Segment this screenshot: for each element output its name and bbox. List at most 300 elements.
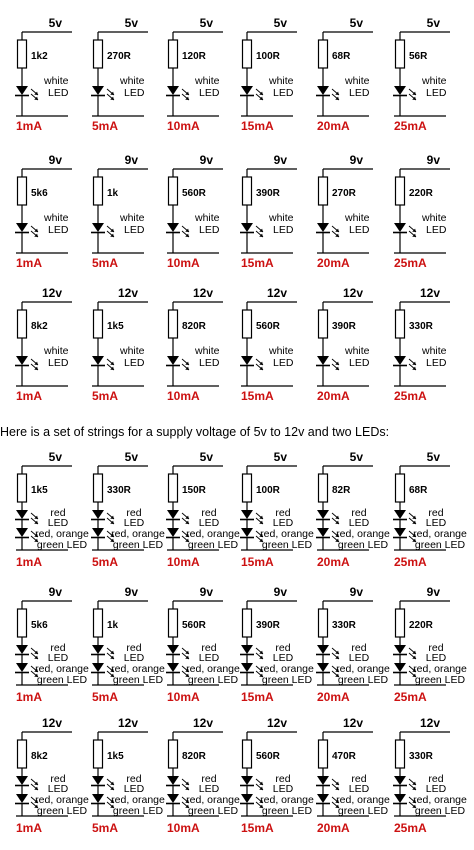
current-label: 15mA	[241, 690, 274, 704]
led-string	[240, 716, 314, 835]
resistor-value: 150R	[182, 485, 206, 496]
current-label: 1mA	[16, 690, 43, 704]
led-label: white	[195, 345, 220, 357]
led-symbol	[16, 223, 28, 232]
led-label: LED	[198, 652, 220, 664]
supply-voltage: 5v	[199, 450, 213, 464]
resistor-value: 330R	[332, 620, 356, 631]
led-string	[166, 16, 223, 133]
led-symbol	[317, 776, 329, 785]
resistor	[18, 609, 27, 637]
resistor	[169, 609, 178, 637]
led-symbol	[317, 356, 329, 365]
resistor-value: 470R	[332, 751, 356, 762]
current-label: 5mA	[92, 555, 119, 569]
resistor-value: 8k2	[31, 751, 48, 762]
led-symbol	[167, 86, 179, 95]
led-label: red	[201, 642, 217, 654]
led-symbol	[167, 528, 179, 537]
resistor-value: 1k5	[107, 751, 124, 762]
resistor	[396, 40, 405, 68]
led-label: green LED	[187, 539, 239, 551]
led-label: red, orange	[260, 794, 314, 806]
led-symbol	[241, 223, 253, 232]
resistor-value: 5k6	[31, 188, 48, 199]
led-label: LED	[123, 652, 145, 664]
led-label: LED	[425, 517, 447, 529]
supply-voltage: 12v	[342, 286, 363, 300]
resistor-value: 100R	[256, 51, 280, 62]
led-label: white	[120, 345, 145, 357]
supply-voltage: 5v	[273, 16, 287, 30]
resistor	[243, 474, 252, 502]
current-label: 25mA	[394, 389, 427, 403]
led-label: red, orange	[186, 663, 240, 675]
led-label: green LED	[414, 674, 466, 686]
led-symbol	[92, 663, 104, 672]
resistor	[396, 609, 405, 637]
led-label: red	[428, 507, 444, 519]
led-label: green LED	[261, 674, 313, 686]
resistor	[319, 40, 328, 68]
led-string	[91, 585, 165, 704]
led-symbol	[394, 776, 406, 785]
led-string	[316, 16, 373, 133]
led-label: green LED	[187, 805, 239, 817]
resistor	[169, 474, 178, 502]
current-label: 15mA	[241, 256, 274, 270]
led-label: green LED	[414, 805, 466, 817]
led-string	[240, 450, 314, 569]
current-label: 20mA	[317, 389, 350, 403]
resistor-value: 5k6	[31, 620, 48, 631]
resistor-value: 330R	[409, 751, 433, 762]
led-label: green LED	[337, 674, 389, 686]
resistor	[396, 177, 405, 205]
supply-voltage: 12v	[342, 716, 363, 730]
led-label: LED	[198, 517, 220, 529]
led-label: red	[201, 507, 217, 519]
led-symbol	[241, 645, 253, 654]
led-label: white	[44, 75, 69, 87]
resistor	[243, 177, 252, 205]
resistor-value: 390R	[256, 188, 280, 199]
resistor	[319, 474, 328, 502]
led-label: red, orange	[336, 528, 390, 540]
supply-voltage: 5v	[48, 450, 62, 464]
led-string	[15, 16, 72, 133]
led-string	[15, 585, 89, 704]
led-label: green LED	[112, 539, 164, 551]
led-string	[393, 16, 450, 133]
led-symbol	[241, 356, 253, 365]
led-string	[91, 16, 148, 133]
current-label: 1mA	[16, 821, 43, 835]
supply-voltage: 12v	[419, 286, 440, 300]
led-label: red, orange	[186, 794, 240, 806]
led-symbol	[92, 776, 104, 785]
led-label: red, orange	[413, 663, 467, 675]
current-label: 10mA	[167, 256, 200, 270]
resistor	[396, 740, 405, 768]
current-label: 15mA	[241, 119, 274, 133]
resistor-value: 390R	[256, 620, 280, 631]
led-label: LED	[199, 224, 220, 236]
supply-voltage: 5v	[199, 16, 213, 30]
led-label: white	[44, 212, 69, 224]
led-label: red, orange	[35, 794, 89, 806]
resistor	[396, 474, 405, 502]
supply-voltage: 12v	[192, 716, 213, 730]
led-label: LED	[349, 87, 370, 99]
supply-voltage: 12v	[117, 716, 138, 730]
led-symbol	[317, 510, 329, 519]
supply-voltage: 12v	[419, 716, 440, 730]
current-label: 25mA	[394, 555, 427, 569]
supply-voltage: 5v	[426, 16, 440, 30]
led-label: white	[422, 212, 447, 224]
led-string	[166, 153, 223, 270]
led-string	[393, 286, 450, 403]
resistor-value: 1k	[107, 188, 119, 199]
led-string	[15, 716, 89, 835]
supply-voltage: 9v	[48, 585, 62, 599]
led-symbol	[16, 528, 28, 537]
led-symbol	[92, 86, 104, 95]
led-label: green LED	[112, 674, 164, 686]
resistor	[18, 40, 27, 68]
resistor-value: 560R	[182, 188, 206, 199]
led-symbol	[16, 663, 28, 672]
led-symbol	[167, 776, 179, 785]
led-label: green LED	[337, 805, 389, 817]
resistor-value: 1k	[107, 620, 119, 631]
resistor	[169, 310, 178, 338]
resistor-value: 220R	[409, 188, 433, 199]
supply-voltage: 12v	[192, 286, 213, 300]
led-string	[393, 716, 467, 835]
current-label: 10mA	[167, 555, 200, 569]
led-label: LED	[348, 652, 370, 664]
led-symbol	[16, 356, 28, 365]
led-label: LED	[124, 87, 145, 99]
led-symbol	[317, 86, 329, 95]
led-label: white	[269, 345, 294, 357]
supply-voltage: 9v	[199, 585, 213, 599]
led-label: red, orange	[35, 663, 89, 675]
resistor-value: 68R	[409, 485, 428, 496]
led-label: red, orange	[111, 794, 165, 806]
led-symbol	[16, 645, 28, 654]
led-symbol	[317, 528, 329, 537]
led-symbol	[92, 510, 104, 519]
resistor	[319, 740, 328, 768]
resistor-value: 100R	[256, 485, 280, 496]
resistor-value: 120R	[182, 51, 206, 62]
led-label: red, orange	[336, 794, 390, 806]
led-label: LED	[272, 652, 294, 664]
resistor-value: 8k2	[31, 321, 48, 332]
led-label: white	[345, 212, 370, 224]
resistor	[243, 740, 252, 768]
led-symbol	[167, 510, 179, 519]
led-label: green LED	[36, 805, 88, 817]
led-label: red, orange	[336, 663, 390, 675]
led-label: white	[269, 212, 294, 224]
resistor	[94, 177, 103, 205]
resistor	[18, 474, 27, 502]
supply-voltage: 9v	[273, 153, 287, 167]
current-label: 20mA	[317, 256, 350, 270]
resistor-value: 330R	[409, 321, 433, 332]
led-string	[15, 286, 72, 403]
resistor	[169, 740, 178, 768]
led-label: white	[422, 75, 447, 87]
led-label: LED	[47, 652, 69, 664]
supply-voltage: 5v	[426, 450, 440, 464]
led-string	[240, 16, 297, 133]
led-string	[91, 716, 165, 835]
led-symbol	[394, 663, 406, 672]
led-label: green LED	[36, 674, 88, 686]
led-symbol	[394, 223, 406, 232]
led-label: red	[275, 773, 291, 785]
led-symbol	[241, 663, 253, 672]
resistor	[94, 40, 103, 68]
led-string	[91, 286, 148, 403]
current-label: 1mA	[16, 256, 43, 270]
resistor-value: 560R	[256, 321, 280, 332]
led-label: red	[428, 642, 444, 654]
resistor	[319, 609, 328, 637]
led-label: LED	[425, 783, 447, 795]
current-label: 25mA	[394, 821, 427, 835]
led-label: green LED	[187, 674, 239, 686]
led-label: green LED	[112, 805, 164, 817]
resistor-value: 1k2	[31, 51, 48, 62]
led-string	[15, 450, 89, 569]
current-label: 5mA	[92, 389, 119, 403]
led-label: red	[351, 773, 367, 785]
led-label: red	[275, 507, 291, 519]
led-label: LED	[272, 783, 294, 795]
current-label: 25mA	[394, 690, 427, 704]
resistor-value: 1k5	[107, 321, 124, 332]
led-symbol	[167, 794, 179, 803]
led-symbol	[394, 794, 406, 803]
led-string	[166, 585, 240, 704]
led-symbol	[167, 356, 179, 365]
supply-voltage: 5v	[124, 16, 138, 30]
led-label: red, orange	[413, 794, 467, 806]
led-string	[316, 585, 390, 704]
led-string	[393, 585, 467, 704]
resistor	[243, 609, 252, 637]
current-label: 20mA	[317, 690, 350, 704]
current-label: 1mA	[16, 555, 43, 569]
led-label: LED	[349, 357, 370, 369]
led-symbol	[92, 645, 104, 654]
current-label: 10mA	[167, 821, 200, 835]
led-string	[91, 450, 165, 569]
resistor	[319, 177, 328, 205]
led-string	[166, 716, 240, 835]
led-symbol	[167, 645, 179, 654]
led-label: LED	[48, 87, 69, 99]
led-string	[91, 153, 148, 270]
supply-voltage: 12v	[41, 286, 62, 300]
led-label: red	[126, 507, 142, 519]
resistor	[18, 177, 27, 205]
led-symbol	[92, 794, 104, 803]
led-label: green LED	[414, 539, 466, 551]
led-label: LED	[273, 357, 294, 369]
led-symbol	[394, 528, 406, 537]
resistor	[94, 609, 103, 637]
led-label: LED	[272, 517, 294, 529]
led-symbol	[394, 356, 406, 365]
current-label: 5mA	[92, 256, 119, 270]
resistor-value: 270R	[332, 188, 356, 199]
led-label: white	[422, 345, 447, 357]
led-string	[240, 286, 297, 403]
led-label: red	[351, 507, 367, 519]
led-label: green LED	[261, 539, 313, 551]
led-string	[240, 153, 297, 270]
led-symbol	[167, 223, 179, 232]
current-label: 10mA	[167, 119, 200, 133]
led-label: green LED	[36, 539, 88, 551]
led-symbol	[317, 645, 329, 654]
resistor-value: 68R	[332, 51, 351, 62]
led-label: green LED	[337, 539, 389, 551]
resistor-value: 560R	[256, 751, 280, 762]
supply-voltage: 9v	[124, 585, 138, 599]
led-label: red	[50, 642, 66, 654]
supply-voltage: 5v	[349, 450, 363, 464]
led-symbol	[241, 794, 253, 803]
led-string	[166, 286, 223, 403]
led-label: LED	[124, 357, 145, 369]
current-label: 5mA	[92, 119, 119, 133]
led-string	[240, 585, 314, 704]
led-label: LED	[124, 224, 145, 236]
supply-voltage: 9v	[349, 153, 363, 167]
resistor	[94, 310, 103, 338]
led-label: red	[428, 773, 444, 785]
led-label: green LED	[261, 805, 313, 817]
led-label: LED	[349, 224, 370, 236]
led-label: LED	[426, 357, 447, 369]
led-label: LED	[123, 517, 145, 529]
supply-voltage: 12v	[266, 286, 287, 300]
current-label: 10mA	[167, 690, 200, 704]
resistor	[94, 474, 103, 502]
supply-voltage: 9v	[349, 585, 363, 599]
resistor	[243, 40, 252, 68]
supply-voltage: 9v	[426, 153, 440, 167]
supply-voltage: 5v	[48, 16, 62, 30]
led-label: red	[275, 642, 291, 654]
supply-voltage: 12v	[266, 716, 287, 730]
supply-voltage: 12v	[117, 286, 138, 300]
led-symbol	[16, 510, 28, 519]
supply-voltage: 9v	[124, 153, 138, 167]
led-symbol	[92, 223, 104, 232]
led-label: red	[50, 773, 66, 785]
resistor	[169, 177, 178, 205]
led-symbol	[241, 86, 253, 95]
led-label: red	[126, 642, 142, 654]
led-label: LED	[47, 783, 69, 795]
led-symbol	[394, 510, 406, 519]
led-label: LED	[123, 783, 145, 795]
resistor	[18, 740, 27, 768]
resistor-value: 1k5	[31, 485, 48, 496]
resistor-value: 82R	[332, 485, 351, 496]
led-label: LED	[198, 783, 220, 795]
led-string	[316, 716, 390, 835]
current-label: 25mA	[394, 119, 427, 133]
led-symbol	[241, 510, 253, 519]
current-label: 25mA	[394, 256, 427, 270]
current-label: 20mA	[317, 119, 350, 133]
supply-voltage: 9v	[199, 153, 213, 167]
current-label: 20mA	[317, 821, 350, 835]
led-label: LED	[348, 517, 370, 529]
resistor-value: 330R	[107, 485, 131, 496]
current-label: 20mA	[317, 555, 350, 569]
led-label: red, orange	[35, 528, 89, 540]
led-symbol	[394, 645, 406, 654]
led-label: LED	[348, 783, 370, 795]
resistor-value: 56R	[409, 51, 428, 62]
led-string	[316, 450, 390, 569]
supply-voltage: 9v	[273, 585, 287, 599]
resistor	[169, 40, 178, 68]
led-label: LED	[425, 652, 447, 664]
current-label: 15mA	[241, 555, 274, 569]
current-label: 15mA	[241, 389, 274, 403]
led-symbol	[241, 776, 253, 785]
led-symbol	[92, 528, 104, 537]
resistor-value: 560R	[182, 620, 206, 631]
led-string	[316, 286, 373, 403]
supply-voltage: 5v	[124, 450, 138, 464]
led-label: white	[120, 212, 145, 224]
led-label: LED	[426, 87, 447, 99]
led-label: red, orange	[111, 663, 165, 675]
led-label: LED	[199, 357, 220, 369]
led-label: white	[44, 345, 69, 357]
led-label: LED	[273, 87, 294, 99]
led-label: LED	[426, 224, 447, 236]
led-label: red	[50, 507, 66, 519]
led-string	[15, 153, 72, 270]
resistor	[396, 310, 405, 338]
led-label: LED	[48, 357, 69, 369]
led-symbol	[92, 356, 104, 365]
supply-voltage: 5v	[349, 16, 363, 30]
led-symbol	[167, 663, 179, 672]
led-string	[393, 450, 467, 569]
supply-voltage: 12v	[41, 716, 62, 730]
led-label: LED	[273, 224, 294, 236]
section-text: Here is a set of strings for a supply voltage of 5v to 12v and two LEDs:	[0, 425, 390, 439]
supply-voltage: 9v	[426, 585, 440, 599]
resistor-value: 220R	[409, 620, 433, 631]
resistor	[243, 310, 252, 338]
